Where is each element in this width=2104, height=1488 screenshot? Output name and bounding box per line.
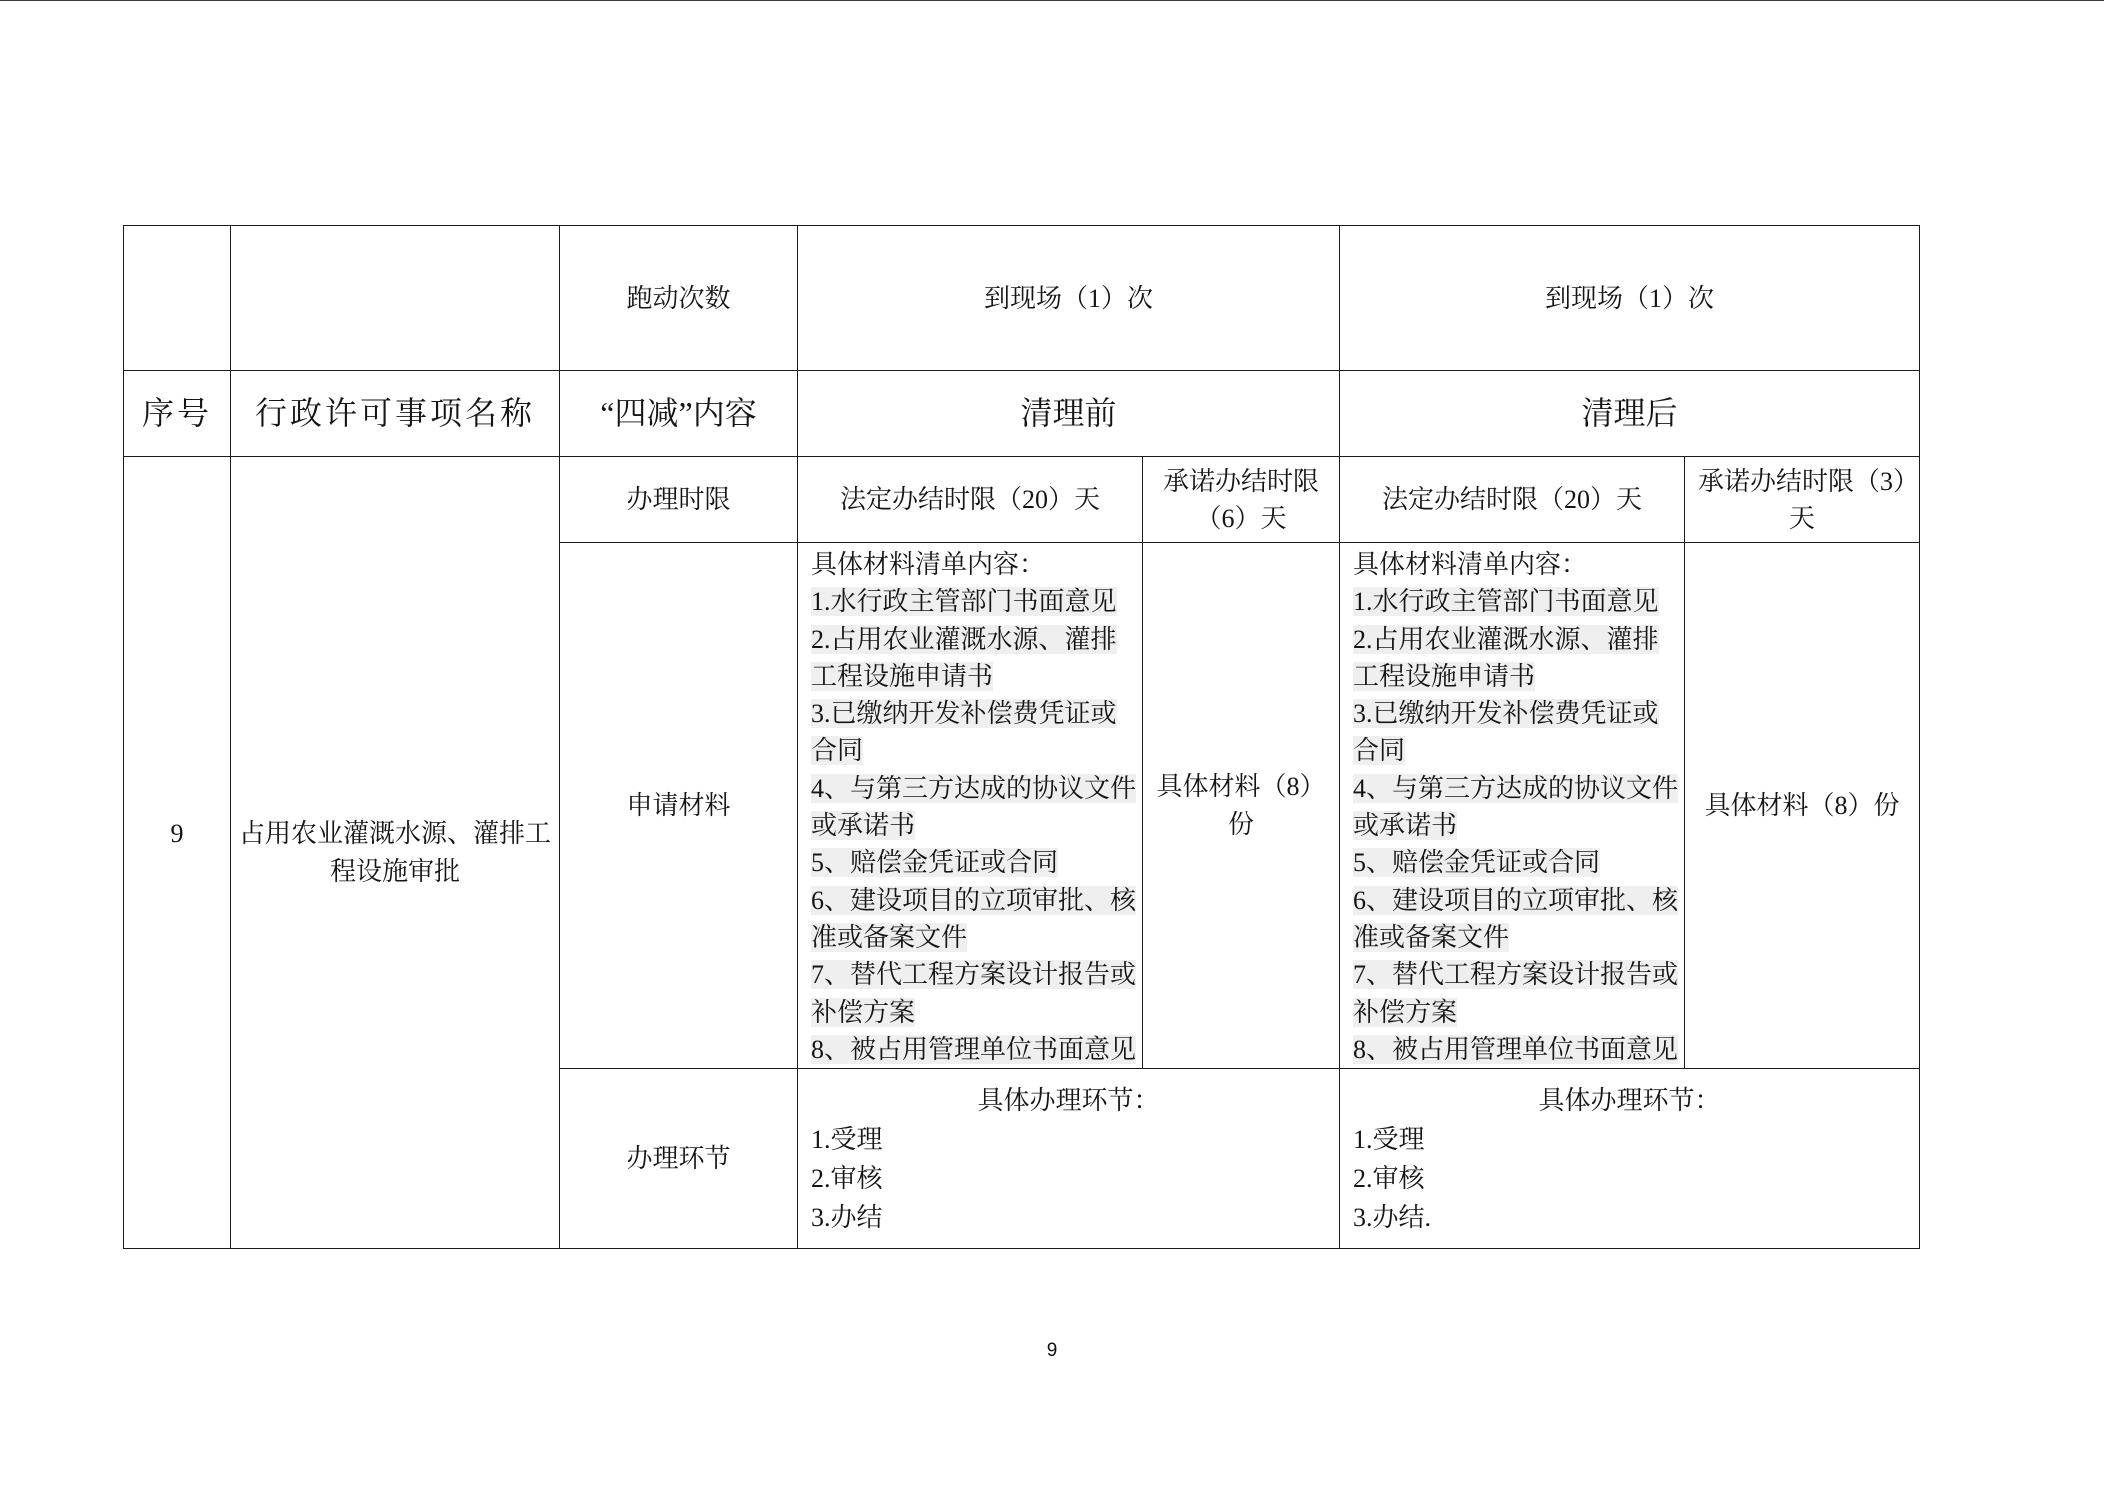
material-item (1353, 1031, 1682, 1068)
before-promised-cell (1143, 457, 1340, 543)
header-reduction-content: “四减”内容 (600, 395, 757, 431)
material-item-text: 3.已缴纳开发补偿费凭证或 合同 (811, 699, 1117, 766)
material-item-text: 1.水行政主管部门书面意见 (1353, 587, 1659, 617)
steps-label: 办理环节 (626, 1144, 731, 1174)
material-item-text: 8、被占用管理单位书面意见 (811, 1034, 1137, 1064)
material-item (1353, 956, 1682, 1031)
materials-label-cell (560, 543, 798, 1069)
entry-name-cell (231, 457, 560, 1249)
materials-before-list (798, 543, 1143, 1069)
header-item-name: 行政许可事项名称 (254, 395, 535, 431)
material-item (1353, 621, 1682, 696)
material-item-text: 4、与第三方达成的协议文件 或承诺书 (1353, 773, 1679, 841)
materials-after-count-cell (1685, 543, 1920, 1069)
entry-seq-cell (124, 457, 231, 1249)
material-item-text: 5、赔偿金凭证或合同 (811, 848, 1059, 878)
materials-after-list (1340, 543, 1685, 1069)
header-row (124, 371, 1920, 457)
step-item: 2.审核 (811, 1163, 883, 1193)
material-item (811, 695, 1140, 770)
after-statutory-cell (1340, 457, 1685, 543)
after-promised-limit: 承诺办结时限（3）天 (1698, 466, 1907, 533)
material-item-text: 7、替代工程方案设计报告或 补偿方案 (811, 960, 1137, 1027)
after-promised-cell (1685, 457, 1920, 543)
header-before: 清理前 (1020, 395, 1117, 431)
material-item (1353, 882, 1682, 957)
header-after-cell (1340, 371, 1920, 457)
seq-cell-empty (124, 226, 231, 371)
visits-after-value: 到现场（1）次 (1545, 283, 1715, 313)
step-item: 3.办结. (1353, 1202, 1432, 1232)
step-item: 3.办结 (811, 1202, 883, 1232)
material-item (811, 583, 1140, 620)
visits-row (124, 226, 1920, 371)
step-item: 2.审核 (1353, 1163, 1425, 1193)
permit-table-container (123, 225, 1920, 1249)
steps-before-heading: 具体办理环节： (977, 1085, 1160, 1115)
material-item (1353, 583, 1682, 620)
material-item (811, 621, 1140, 696)
material-item-text: 4、与第三方达成的协议文件 或承诺书 (811, 773, 1137, 841)
material-item-text: 3.已缴纳开发补偿费凭证或 合同 (1353, 699, 1659, 766)
material-item (811, 956, 1140, 1031)
visits-label: 跑动次数 (626, 283, 731, 313)
material-item (811, 882, 1140, 957)
material-item-text: 6、建设项目的立项审批、核 准或备案文件 (811, 885, 1137, 952)
name-cell-empty (231, 226, 560, 371)
materials-after-count: 具体材料（8）份 (1704, 790, 1900, 820)
steps-before-list (798, 1120, 1339, 1237)
time-limit-label: 办理时限 (626, 485, 731, 514)
material-item (1353, 770, 1682, 845)
material-item-text: 2.占用农业灌溉水源、灌排 工程设施申请书 (811, 624, 1117, 691)
entry-seq: 9 (170, 819, 184, 849)
step-item: 1.受理 (1353, 1124, 1425, 1154)
header-seq-cell (124, 371, 231, 457)
material-item-text: 7、替代工程方案设计报告或 补偿方案 (1353, 960, 1679, 1027)
materials-label: 申请材料 (626, 791, 731, 821)
header-item-name-cell (231, 371, 560, 457)
permit-reduction-table (123, 225, 1920, 1249)
steps-after-heading: 具体办理环节： (1538, 1085, 1721, 1115)
header-after: 清理后 (1581, 395, 1678, 431)
time-limit-label-cell (560, 457, 798, 543)
materials-before-count: 具体材料（8）份 (1156, 772, 1326, 839)
before-statutory-limit: 法定办结时限（20）天 (839, 485, 1100, 514)
visits-before-value: 到现场（1）次 (984, 283, 1154, 313)
header-content-cell (560, 371, 798, 457)
step-item: 1.受理 (811, 1124, 883, 1154)
material-item-text: 2.占用农业灌溉水源、灌排 工程设施申请书 (1353, 624, 1659, 691)
after-statutory-limit: 法定办结时限（20）天 (1382, 485, 1643, 514)
visits-after-cell (1340, 226, 1920, 371)
time-limit-row (124, 457, 1920, 543)
materials-after-heading: 具体材料清单内容： (1353, 550, 1588, 579)
material-item (1353, 844, 1682, 881)
material-item-text: 1.水行政主管部门书面意见 (811, 587, 1117, 617)
steps-label-cell (560, 1069, 798, 1249)
material-item-text: 6、建设项目的立项审批、核 准或备案文件 (1353, 885, 1679, 952)
material-item (811, 770, 1140, 845)
visits-before-cell (798, 226, 1340, 371)
material-item-text: 8、被占用管理单位书面意见 (1353, 1034, 1679, 1064)
before-statutory-cell (798, 457, 1143, 543)
header-seq: 序号 (141, 395, 212, 431)
steps-after-cell (1340, 1069, 1920, 1249)
visits-label-cell (560, 226, 798, 371)
material-item (811, 844, 1140, 881)
material-item (811, 1031, 1140, 1068)
page-number: 9 (1046, 1340, 1058, 1361)
before-promised-limit: 承诺办结时限（6）天 (1163, 466, 1320, 533)
material-item-text: 5、赔偿金凭证或合同 (1353, 848, 1601, 878)
entry-name: 占用农业灌溉水源、灌排工程设施审批 (238, 819, 551, 886)
steps-after-list (1340, 1120, 1919, 1237)
header-before-cell (798, 371, 1340, 457)
steps-before-cell (798, 1069, 1340, 1249)
materials-before-count-cell (1143, 543, 1340, 1069)
material-item (1353, 695, 1682, 770)
materials-before-heading: 具体材料清单内容： (811, 550, 1046, 579)
page-top-edge (0, 0, 2104, 1)
